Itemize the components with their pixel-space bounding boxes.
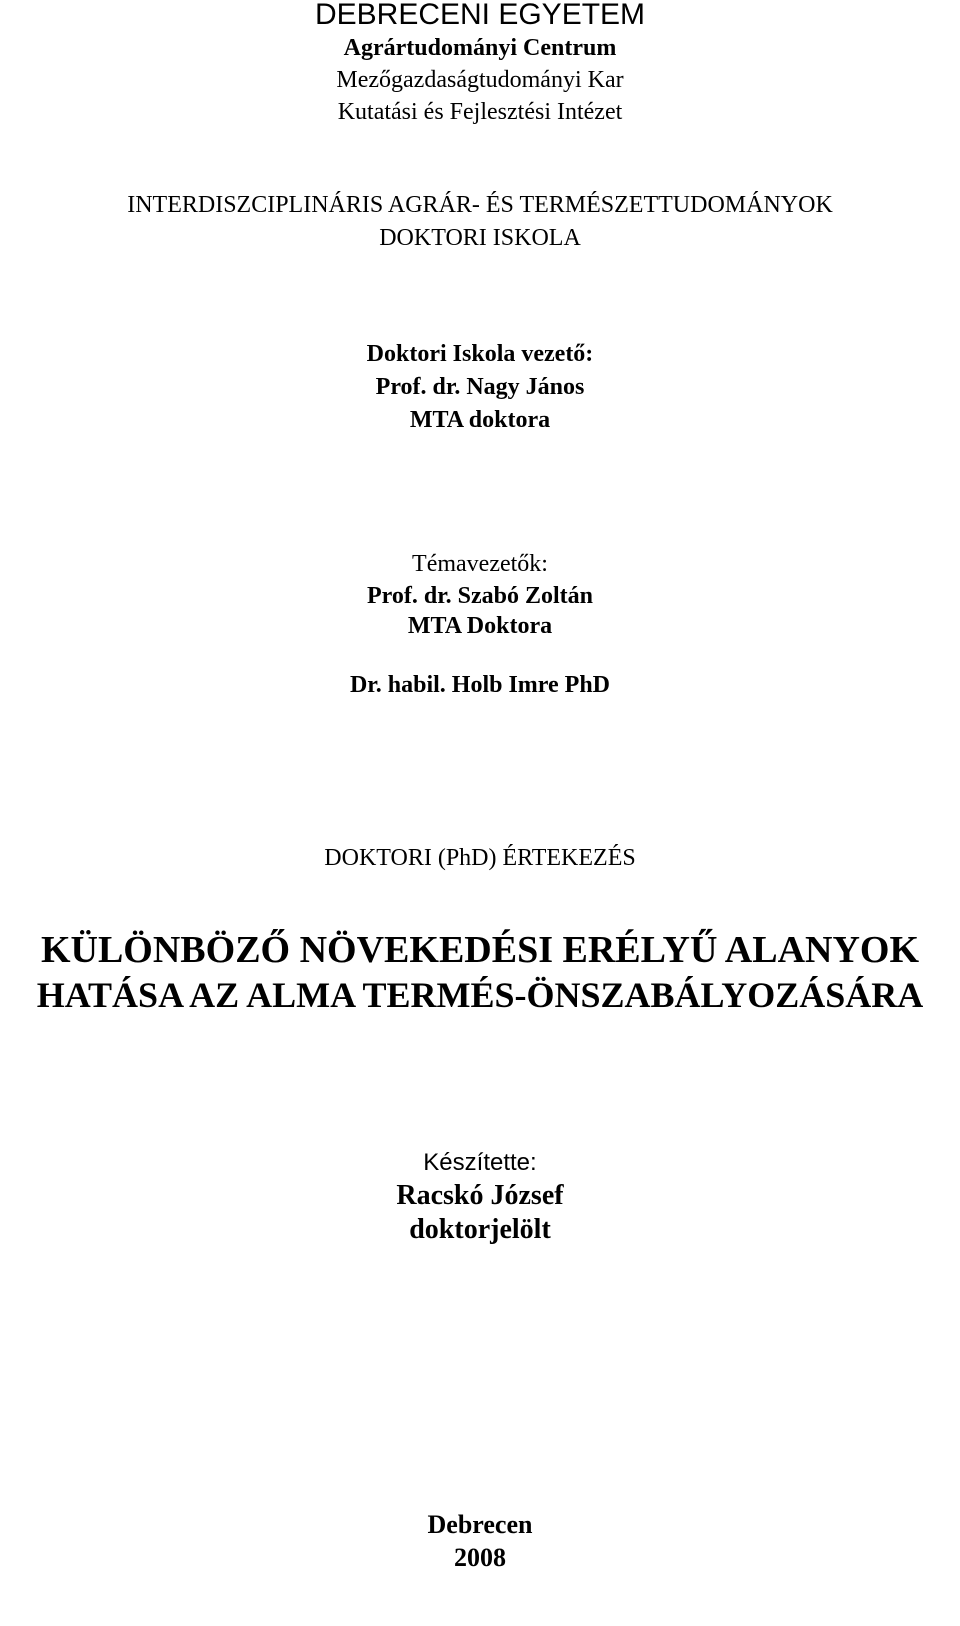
supervisor-1-name: Prof. dr. Szabó Zoltán (366, 583, 594, 609)
supervisor-1-title: MTA Doktora (407, 613, 553, 639)
school-head-title: MTA doktora (409, 407, 551, 433)
thesis-type: DOKTORI (PhD) ÉRTEKEZÉS (324, 845, 636, 871)
faculty-name: Mezőgazdaságtudományi Kar (336, 67, 624, 93)
centre-name: Agrártudományi Centrum (343, 35, 617, 61)
author-role: doktorjelölt (409, 1214, 551, 1245)
footer-year: 2008 (454, 1543, 506, 1572)
footer-city: Debrecen (427, 1510, 533, 1539)
school-name-line1: INTERDISZCIPLINÁRIS AGRÁR- ÉS TERMÉSZETTUDOMÁNYOK (127, 192, 833, 218)
thesis-title-line1: KÜLÖNBÖZŐ NÖVEKEDÉSI ERÉLYŰ ALANYOK (40, 929, 920, 971)
school-head-name: Prof. dr. Nagy János (375, 374, 585, 400)
author-name: Racskó József (396, 1180, 564, 1211)
thesis-title-line2: HATÁSA AZ ALMA TERMÉS-ÖNSZABÁLYOZÁSÁRA (36, 975, 924, 1015)
author-label: Készítette: (423, 1149, 537, 1176)
supervisor-2-name: Dr. habil. Holb Imre PhD (349, 672, 611, 698)
university-name: DEBRECENI EGYETEM (314, 0, 646, 31)
school-name-line2: DOKTORI ISKOLA (379, 225, 581, 251)
school-head-label: Doktori Iskola vezető: (366, 341, 594, 367)
supervisors-label: Témavezetők: (412, 551, 548, 577)
institute-name: Kutatási és Fejlesztési Intézet (337, 99, 623, 125)
